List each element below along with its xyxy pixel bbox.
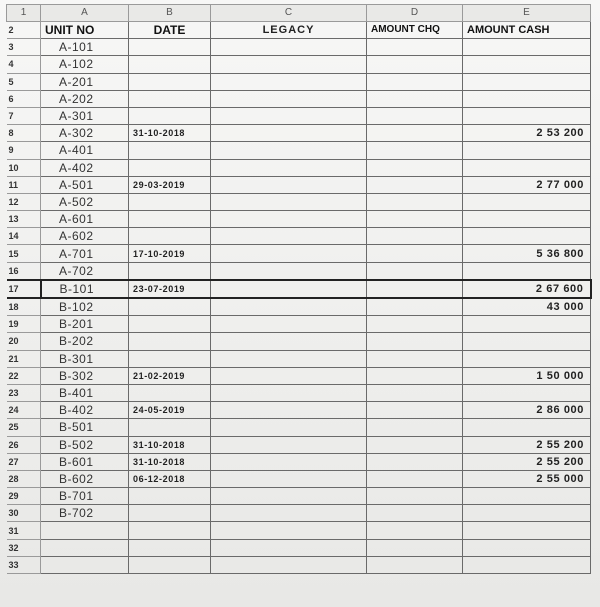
date-cell: 31-10-2018: [129, 125, 211, 142]
row-number: 5: [7, 73, 41, 90]
unit-no-cell: A-201: [41, 73, 129, 90]
date-cell: 31-10-2018: [129, 436, 211, 453]
sheet-title: LEGACY: [211, 22, 367, 39]
table-row: [7, 350, 591, 367]
row-number: 22: [7, 367, 41, 384]
amount-cash-cell: [463, 419, 591, 436]
empty-cell: [211, 125, 367, 142]
empty-cell: [211, 522, 367, 539]
date-cell: [129, 142, 211, 159]
amount-cash-cell: [463, 56, 591, 73]
unit-no-cell: A-202: [41, 90, 129, 107]
table-row: [7, 367, 591, 384]
amount-chq-cell: [367, 436, 463, 453]
amount-chq-cell: [367, 470, 463, 487]
empty-cell: [211, 90, 367, 107]
unit-no-cell: B-601: [41, 453, 129, 470]
empty-cell: [211, 316, 367, 333]
row-number: 18: [7, 298, 41, 316]
row-number: 27: [7, 453, 41, 470]
date-header: DATE: [129, 22, 211, 39]
row-number: 26: [7, 436, 41, 453]
table-row: [7, 419, 591, 436]
date-cell: 29-03-2019: [129, 176, 211, 193]
unit-no-cell: B-502: [41, 436, 129, 453]
amount-cash-cell: 2 67 600: [463, 280, 591, 298]
amount-chq-cell: [367, 419, 463, 436]
table-row: [7, 556, 591, 573]
amount-cash-cell: [463, 384, 591, 401]
empty-cell: [211, 419, 367, 436]
unit-no-cell: B-702: [41, 505, 129, 522]
unit-no-cell: A-301: [41, 107, 129, 124]
unit-no-cell: A-101: [41, 39, 129, 56]
column-letter-a: A: [41, 5, 129, 22]
amount-chq-cell: [367, 298, 463, 316]
amount-cash-cell: [463, 262, 591, 280]
amount-chq-cell: [367, 556, 463, 573]
table-row: [7, 280, 591, 298]
row-number: 32: [7, 539, 41, 556]
table-row: [7, 436, 591, 453]
unit-no-cell: B-402: [41, 402, 129, 419]
amount-cash-cell: [463, 522, 591, 539]
row-number: 30: [7, 505, 41, 522]
date-cell: [129, 488, 211, 505]
table-row: [7, 298, 591, 316]
amount-cash-cell: [463, 73, 591, 90]
table-row: [7, 488, 591, 505]
table-row: [7, 176, 591, 193]
unit-no-cell: A-401: [41, 142, 129, 159]
row-number: 10: [7, 159, 41, 176]
empty-cell: [211, 262, 367, 280]
amount-chq-cell: [367, 262, 463, 280]
amount-chq-cell: [367, 367, 463, 384]
date-cell: [129, 193, 211, 210]
date-cell: [129, 556, 211, 573]
date-cell: [129, 333, 211, 350]
amount-chq-cell: [367, 316, 463, 333]
amount-chq-cell: [367, 505, 463, 522]
unit-no-cell: [41, 556, 129, 573]
table-row: [7, 262, 591, 280]
empty-cell: [211, 56, 367, 73]
table-row: [7, 333, 591, 350]
amount-chq-cell: [367, 350, 463, 367]
date-cell: [129, 350, 211, 367]
unit-no-cell: B-102: [41, 298, 129, 316]
table-row: [7, 539, 591, 556]
date-cell: 31-10-2018: [129, 453, 211, 470]
legacy-table: [6, 4, 592, 574]
table-row: [7, 39, 591, 56]
amount-chq-cell: [367, 73, 463, 90]
row-number: 3: [7, 39, 41, 56]
date-cell: 23-07-2019: [129, 280, 211, 298]
amount-cash-cell: 2 55 200: [463, 436, 591, 453]
empty-cell: [211, 39, 367, 56]
unit-no-cell: B-701: [41, 488, 129, 505]
unit-no-cell: B-101: [41, 280, 129, 298]
empty-cell: [211, 333, 367, 350]
unit-no-cell: B-202: [41, 333, 129, 350]
amount-cash-cell: 5 36 800: [463, 245, 591, 262]
date-cell: 21-02-2019: [129, 367, 211, 384]
row-number: 19: [7, 316, 41, 333]
amount-cash-cell: [463, 159, 591, 176]
table-row: [7, 193, 591, 210]
empty-cell: [211, 228, 367, 245]
date-cell: [129, 505, 211, 522]
amount-chq-cell: [367, 522, 463, 539]
table-row: [7, 73, 591, 90]
row-number: 4: [7, 56, 41, 73]
empty-cell: [211, 488, 367, 505]
column-letter-row: [7, 5, 591, 22]
unit-no-cell: B-401: [41, 384, 129, 401]
table-row: [7, 211, 591, 228]
row-number: 24: [7, 402, 41, 419]
table-row: [7, 453, 591, 470]
date-cell: [129, 39, 211, 56]
amount-cash-cell: 2 55 200: [463, 453, 591, 470]
unit-no-cell: A-702: [41, 262, 129, 280]
amount-cash-cell: [463, 539, 591, 556]
date-cell: [129, 316, 211, 333]
empty-cell: [211, 159, 367, 176]
table-row: [7, 107, 591, 124]
amount-cash-cell: 43 000: [463, 298, 591, 316]
row-number: 25: [7, 419, 41, 436]
empty-cell: [211, 470, 367, 487]
table-row: [7, 228, 591, 245]
table-row: [7, 90, 591, 107]
amount-chq-cell: [367, 453, 463, 470]
date-cell: 06-12-2018: [129, 470, 211, 487]
amount-chq-cell: [367, 333, 463, 350]
row-number: 12: [7, 193, 41, 210]
table-row: [7, 505, 591, 522]
column-letter-d: D: [367, 5, 463, 22]
amount-cash-cell: 2 86 000: [463, 402, 591, 419]
empty-cell: [211, 73, 367, 90]
empty-cell: [211, 436, 367, 453]
table-row: [7, 384, 591, 401]
unit-no-cell: A-602: [41, 228, 129, 245]
amount-chq-cell: [367, 193, 463, 210]
amount-cash-cell: [463, 90, 591, 107]
amount-cash-cell: [463, 39, 591, 56]
date-cell: [129, 419, 211, 436]
unit-no-cell: B-602: [41, 470, 129, 487]
amount-cash-cell: [463, 142, 591, 159]
unit-no-cell: B-201: [41, 316, 129, 333]
amount-chq-cell: [367, 384, 463, 401]
empty-cell: [211, 384, 367, 401]
table-row: [7, 159, 591, 176]
amount-chq-cell: [367, 107, 463, 124]
row-number: 23: [7, 384, 41, 401]
empty-cell: [211, 298, 367, 316]
date-cell: 17-10-2019: [129, 245, 211, 262]
table-row: [7, 125, 591, 142]
header-row: [7, 22, 591, 39]
row-number-2: 2: [7, 22, 41, 39]
unit-no-cell: A-501: [41, 176, 129, 193]
amount-cash-cell: [463, 316, 591, 333]
amount-chq-cell: [367, 211, 463, 228]
column-letter-b: B: [129, 5, 211, 22]
amount-cash-cell: [463, 228, 591, 245]
table-row: [7, 245, 591, 262]
empty-cell: [211, 245, 367, 262]
amount-cash-cell: 2 77 000: [463, 176, 591, 193]
row-number: 7: [7, 107, 41, 124]
date-cell: [129, 73, 211, 90]
row-number: 20: [7, 333, 41, 350]
unit-no-cell: [41, 539, 129, 556]
row-number: 16: [7, 262, 41, 280]
empty-cell: [211, 350, 367, 367]
date-cell: [129, 159, 211, 176]
unit-no-cell: A-502: [41, 193, 129, 210]
empty-cell: [211, 193, 367, 210]
date-cell: [129, 384, 211, 401]
unit-no-cell: A-102: [41, 56, 129, 73]
empty-cell: [211, 107, 367, 124]
amount-cash-cell: 2 53 200: [463, 125, 591, 142]
amount-cash-cell: [463, 333, 591, 350]
amount-cash-cell: [463, 350, 591, 367]
empty-cell: [211, 176, 367, 193]
row-number-1: 1: [7, 5, 41, 22]
row-number: 15: [7, 245, 41, 262]
unit-no-cell: A-302: [41, 125, 129, 142]
unit-no-cell: A-601: [41, 211, 129, 228]
row-number: 21: [7, 350, 41, 367]
amount-cash-cell: [463, 556, 591, 573]
date-cell: [129, 90, 211, 107]
date-cell: [129, 56, 211, 73]
amount-chq-header: AMOUNT CHQ: [367, 22, 463, 39]
amount-chq-cell: [367, 488, 463, 505]
amount-chq-cell: [367, 539, 463, 556]
date-cell: 24-05-2019: [129, 402, 211, 419]
amount-chq-cell: [367, 176, 463, 193]
amount-cash-cell: [463, 505, 591, 522]
row-number: 17: [7, 280, 41, 298]
unit-no-cell: B-501: [41, 419, 129, 436]
column-letter-c: C: [211, 5, 367, 22]
row-number: 14: [7, 228, 41, 245]
empty-cell: [211, 505, 367, 522]
row-number: 31: [7, 522, 41, 539]
date-cell: [129, 211, 211, 228]
unit-no-cell: B-301: [41, 350, 129, 367]
empty-cell: [211, 453, 367, 470]
row-number: 29: [7, 488, 41, 505]
empty-cell: [211, 556, 367, 573]
unit-no-cell: A-402: [41, 159, 129, 176]
amount-chq-cell: [367, 228, 463, 245]
amount-cash-cell: 1 50 000: [463, 367, 591, 384]
empty-cell: [211, 142, 367, 159]
row-number: 8: [7, 125, 41, 142]
table-row: [7, 470, 591, 487]
amount-cash-cell: 2 55 000: [463, 470, 591, 487]
date-cell: [129, 298, 211, 316]
unit-no-cell: B-302: [41, 367, 129, 384]
empty-cell: [211, 367, 367, 384]
date-cell: [129, 107, 211, 124]
amount-chq-cell: [367, 159, 463, 176]
amount-chq-cell: [367, 142, 463, 159]
date-cell: [129, 522, 211, 539]
amount-chq-cell: [367, 245, 463, 262]
empty-cell: [211, 211, 367, 228]
amount-chq-cell: [367, 90, 463, 107]
unit-no-cell: A-701: [41, 245, 129, 262]
table-row: [7, 316, 591, 333]
row-number: 6: [7, 90, 41, 107]
date-cell: [129, 262, 211, 280]
amount-cash-cell: [463, 211, 591, 228]
row-number: 9: [7, 142, 41, 159]
date-cell: [129, 539, 211, 556]
table-row: [7, 522, 591, 539]
amount-cash-header: AMOUNT CASH: [463, 22, 591, 39]
amount-chq-cell: [367, 56, 463, 73]
empty-cell: [211, 539, 367, 556]
amount-chq-cell: [367, 402, 463, 419]
amount-chq-cell: [367, 39, 463, 56]
table-row: [7, 402, 591, 419]
unit-no-cell: [41, 522, 129, 539]
amount-chq-cell: [367, 280, 463, 298]
row-number: 33: [7, 556, 41, 573]
empty-cell: [211, 280, 367, 298]
empty-cell: [211, 402, 367, 419]
row-number: 11: [7, 176, 41, 193]
amount-cash-cell: [463, 193, 591, 210]
row-number: 28: [7, 470, 41, 487]
date-cell: [129, 228, 211, 245]
table-row: [7, 142, 591, 159]
amount-chq-cell: [367, 125, 463, 142]
amount-cash-cell: [463, 488, 591, 505]
unit-no-header: UNIT NO: [41, 22, 129, 39]
table-row: [7, 56, 591, 73]
column-letter-e: E: [463, 5, 591, 22]
row-number: 13: [7, 211, 41, 228]
amount-cash-cell: [463, 107, 591, 124]
